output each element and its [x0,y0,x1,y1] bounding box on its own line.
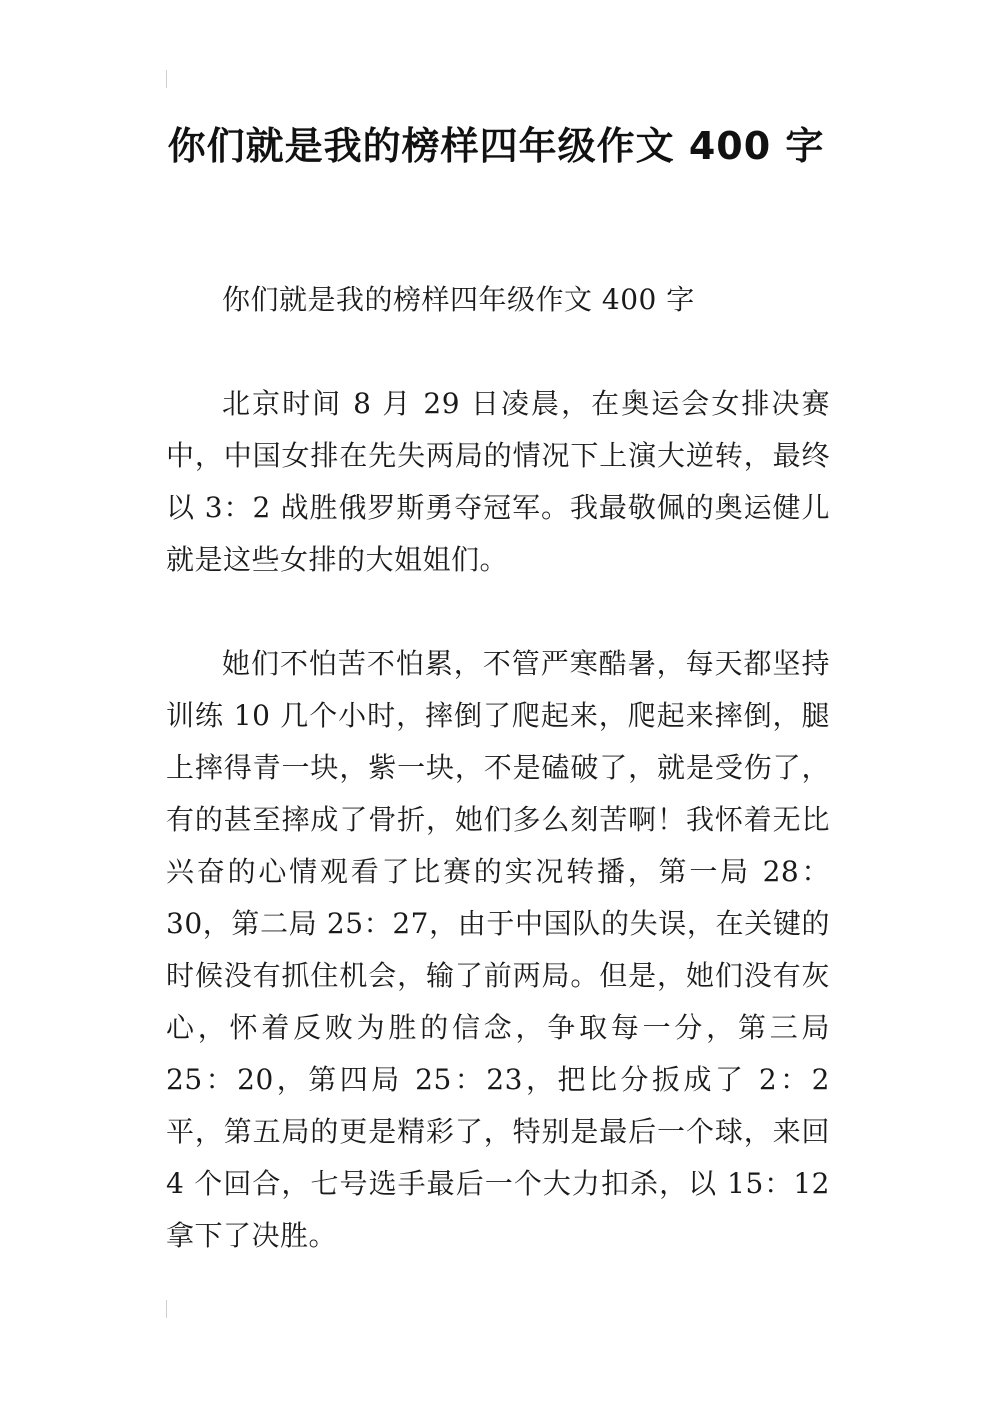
margin-mark-bottom [166,1300,167,1318]
paragraph-2: 她们不怕苦不怕累，不管严寒酷暑，每天都坚持训练 10 几个小时，摔倒了爬起来，爬起来摔倒，腿上摔得青一块，紫一块，不是磕破了，就是受伤了，有的甚至摔成了骨折，她们多么刻苦啊！我怀着无比兴奋的心情观看了比赛的实况转播，第一局 28：30，第二局 25：27，由于中国队的失误，在关键的时候没有抓住机会，输了前两局。但是，她们没有灰心，怀着反败为胜的信念，争取每一分，第三局 25：20，第四局 25：23，把比分扳成了 2：2 平，第五局的更是精彩了，特别是最后一个球，来回 4 个回合，七号选手最后一个大力扣杀，以 15：12 拿下了决胜。 [166,647,830,1252]
margin-mark-top [166,70,167,88]
document-title: 你们就是我的榜样四年级作文 400 字 [167,124,825,168]
document-subtitle: 你们就是我的榜样四年级作文 400 字 [222,283,695,316]
document-body [166,274,830,1262]
paragraph-1: 北京时间 8 月 29 日凌晨，在奥运会女排决赛中，中国女排在先失两局的情况下上演大逆转，最终以 3：2 战胜俄罗斯勇夺冠军。我最敬佩的奥运健儿就是这些女排的大姐姐们。 [166,387,830,576]
